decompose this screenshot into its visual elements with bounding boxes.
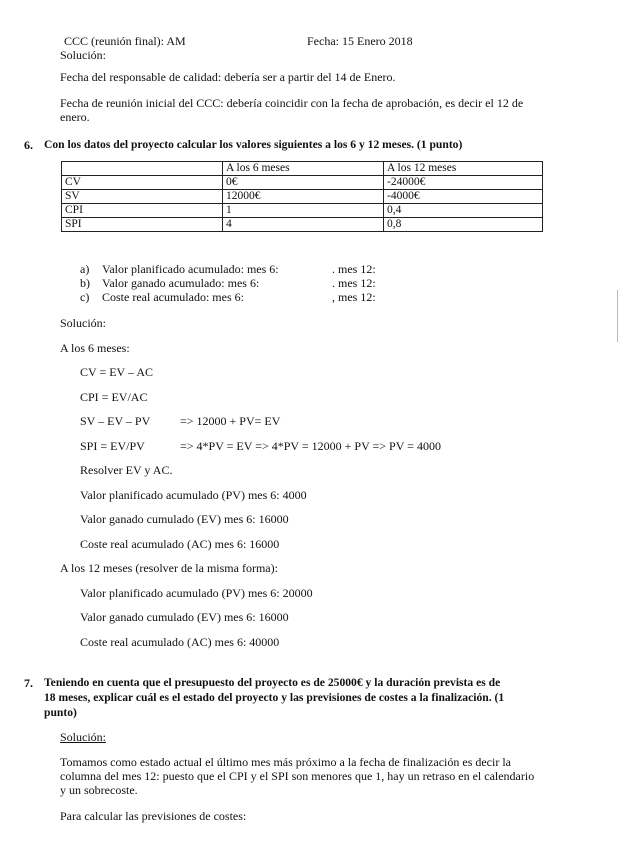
ccc-final-line: CCC (reunión final): AM — [64, 34, 186, 48]
item-b-text: Valor ganado acumulado: mes 6: — [102, 276, 260, 290]
month12-pv: Valor planificado acumulado (PV) mes 6: 20000 — [80, 586, 313, 600]
paragraph-status-line2: columna del mes 12: puesto que el CPI y el SPI son menores que 1, hay un retraso en el calendario — [60, 769, 535, 783]
paragraph-ccc-date-line1: Fecha de reunión inicial del CCC: debería coincidir con la fecha de aprobación, es decir el 12 de — [60, 96, 524, 110]
formula-cpi: CPI = EV/AC — [80, 390, 148, 404]
table-row — [62, 190, 543, 204]
twelve-months-heading: A los 12 meses (resolver de la misma forma): — [60, 561, 278, 575]
item-a-label: a) — [80, 262, 90, 276]
paragraph-quality-date: Fecha del responsable de calidad: debería ser a partir del 14 de Enero. — [60, 70, 396, 84]
table-header-row — [62, 162, 543, 176]
formula-sv-derivation: => 12000 + PV= EV — [180, 414, 281, 428]
six-months-heading: A los 6 meses: — [60, 341, 130, 355]
formula-spi-derivation: => 4*PV = EV => 4*PV = 12000 + PV => PV = 4000 — [180, 439, 441, 453]
table-row — [62, 218, 543, 232]
item-c-text: Coste real acumulado: mes 6: — [102, 290, 244, 304]
table-cell: -4000€ — [384, 190, 543, 204]
item-a-text: Valor planificado acumulado: mes 6: — [102, 262, 279, 276]
question-7-title-line1: Teniendo en cuenta que el presupuesto del proyecto es de 25000€ y la duración prevista es de — [44, 676, 501, 689]
table-header-cell: A los 6 meses — [223, 162, 384, 176]
page-edge-divider — [617, 290, 618, 342]
table-cell: SPI — [62, 218, 223, 232]
solution-heading-7: Solución: — [60, 730, 107, 744]
item-b-tail: . mes 12: — [332, 276, 376, 290]
table-header-cell: A los 12 meses — [384, 162, 543, 176]
question-7-title-line2: 18 meses, explicar cuál es el estado del proyecto y las previsiones de costes a la finalización. (1 — [44, 691, 505, 704]
table-cell: CPI — [62, 204, 223, 218]
table-cell: 4 — [223, 218, 384, 232]
question-7-title-line3: punto) — [44, 706, 77, 719]
solution-heading: Solución: — [60, 48, 107, 62]
paragraph-status-line1: Tomamos como estado actual el último mes más próximo a la fecha de finalización es decir la — [60, 755, 512, 769]
paragraph-cost-forecast: Para calcular las previsiones de costes: — [60, 809, 247, 823]
resolver-line: Resolver EV y AC. — [80, 463, 173, 477]
table-cell: -24000€ — [384, 176, 543, 190]
question-6-number: 6. — [24, 138, 33, 152]
item-a-tail: . mes 12: — [332, 262, 376, 276]
month12-ac: Coste real acumulado (AC) mes 6: 40000 — [80, 635, 280, 649]
earned-value-table — [61, 161, 543, 232]
table-cell: CV — [62, 176, 223, 190]
question-6-title: Con los datos del proyecto calcular los valores siguientes a los 6 y 12 meses. (1 punto) — [44, 138, 463, 151]
formula-spi: SPI = EV/PV — [80, 439, 145, 453]
item-c-tail: , mes 12: — [332, 290, 376, 304]
table-cell: SV — [62, 190, 223, 204]
formula-cv: CV = EV – AC — [80, 365, 154, 379]
table-cell: 0,8 — [384, 218, 543, 232]
month12-ev: Valor ganado cumulado (EV) mes 6: 16000 — [80, 610, 289, 624]
paragraph-status-line3: y un sobrecoste. — [60, 783, 138, 797]
formula-sv: SV – EV – PV — [80, 414, 151, 428]
table-cell: 12000€ — [223, 190, 384, 204]
month6-pv: Valor planificado acumulado (PV) mes 6: 4000 — [80, 488, 307, 502]
table-row — [62, 176, 543, 190]
question-7-number: 7. — [24, 676, 33, 690]
table-cell: 1 — [223, 204, 384, 218]
fecha-line: Fecha: 15 Enero 2018 — [307, 34, 413, 48]
month6-ev: Valor ganado cumulado (EV) mes 6: 16000 — [80, 512, 289, 526]
month6-ac: Coste real acumulado (AC) mes 6: 16000 — [80, 537, 280, 551]
table-header-cell — [62, 162, 223, 176]
table-cell: 0€ — [223, 176, 384, 190]
item-c-label: c) — [80, 290, 90, 304]
table-cell: 0,4 — [384, 204, 543, 218]
solution-heading-6: Solución: — [60, 316, 107, 330]
item-b-label: b) — [80, 276, 90, 290]
paragraph-ccc-date-line2: enero. — [60, 110, 90, 124]
table-row — [62, 204, 543, 218]
